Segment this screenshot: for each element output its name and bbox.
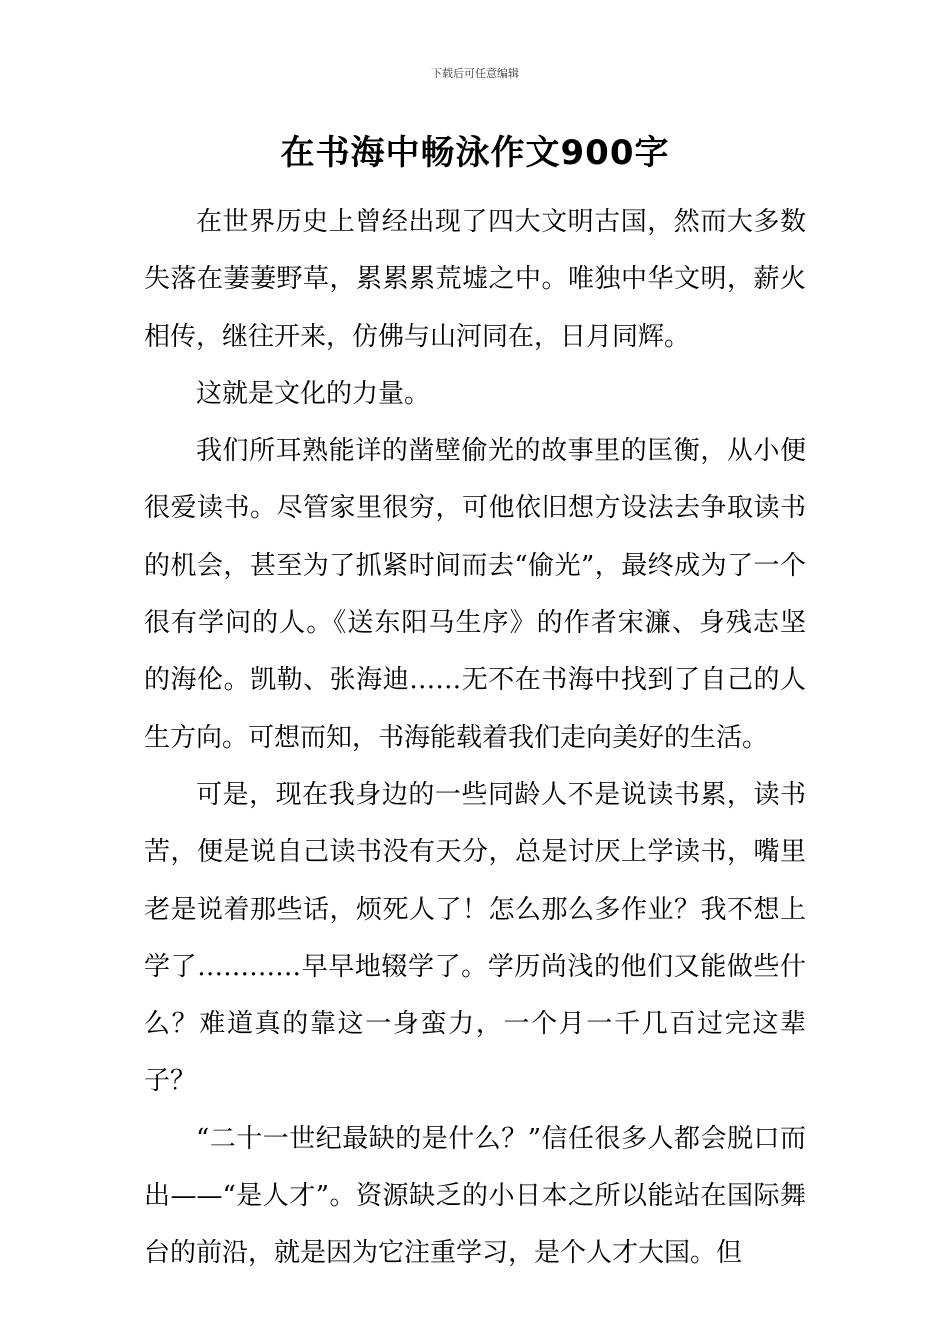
- paragraph-1: 在世界历史上曾经出现了四大文明古国，然而大多数失落在萋萋野草，累累累荒墟之中。唯独中华文明，薪火相传，继往开来，仿佛与山河同在，日月同辉。: [144, 207, 806, 352]
- paragraph-5: “二十一世纪最缺的是什么？”信任很多人都会脱口而出——“是人才”。资源缺乏的小日本之所以能站在国际舞台的前沿，就是因为它注重学习，是个人才大国。但: [144, 1123, 806, 1269]
- paragraph-3: 我们所耳熟能详的凿壁偷光的故事里的匡衡，从小便很爱读书。尽管家里很穷，可他依旧想方设法去争取读书的机会，甚至为了抓紧时间而去“偷光”，最终成为了一个很有学问的人。《送东阳马生序》的作者宋濂、身残志坚的海伦。凯勒、张海迪……无不在书海中找到了自己的人生方向。可想而知，书海能载着我们走向美好的生活。: [144, 436, 806, 753]
- paragraph-2: 这就是文化的力量。: [196, 378, 431, 409]
- essay-title: 在书海中畅泳作文900字: [280, 133, 670, 173]
- paragraph-4: 可是，现在我身边的一些同龄人不是说读书累，读书苦，便是说自己读书没有天分，总是讨厌上学读书，嘴里老是说着那些话，烦死人了！怎么那么多作业？我不想上学了…………早早地辍学了。学历尚浅的他们又能做些什么？难道真的靠这一身蛮力，一个月一千几百过完这辈子？: [144, 779, 806, 1097]
- header-note: 下载后可任意编辑: [431, 67, 519, 80]
- essay-body: [144, 194, 806, 1283]
